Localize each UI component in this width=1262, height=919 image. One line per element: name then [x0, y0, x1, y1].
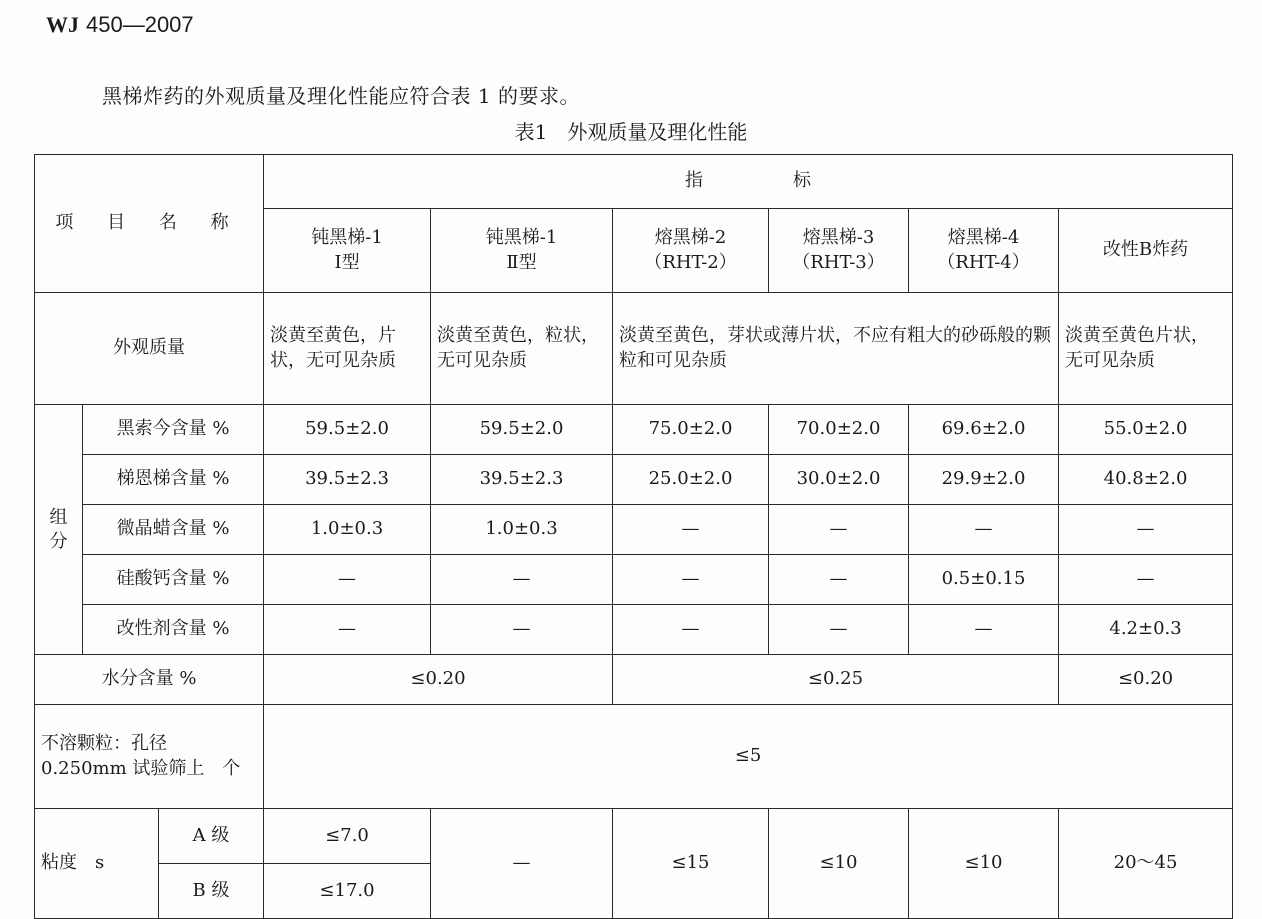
- table-cell: 70.0±2.0: [769, 405, 909, 455]
- component-name: 黑索今含量 %: [83, 405, 264, 455]
- viscosity-label: 粘度 s: [35, 809, 159, 919]
- component-name: 梯恩梯含量 %: [83, 455, 264, 505]
- appearance-label: 外观质量: [35, 293, 264, 405]
- grade-b-value: ≤17.0: [264, 864, 431, 919]
- table-row: [35, 455, 1233, 505]
- moisture-row: [35, 655, 1233, 705]
- viscosity-col3: ≤15: [613, 809, 769, 919]
- component-group-label: 组分: [35, 405, 83, 655]
- table-cell: —: [1059, 505, 1233, 555]
- column-header-4: 熔黑梯-3 （RHT-3）: [769, 209, 909, 293]
- intro-paragraph: 黑梯炸药的外观质量及理化性能应符合表 1 的要求。: [102, 84, 580, 108]
- table-cell: —: [613, 505, 769, 555]
- index-header: 指 标: [264, 155, 1233, 209]
- table-cell: 69.6±2.0: [909, 405, 1059, 455]
- table-cell: —: [769, 605, 909, 655]
- table-caption: 表1 外观质量及理化性能: [514, 120, 748, 144]
- viscosity-col6: 20～45: [1059, 809, 1233, 919]
- table-cell: 59.5±2.0: [264, 405, 431, 455]
- grade-a-value: ≤7.0: [264, 809, 431, 864]
- table-cell: —: [769, 505, 909, 555]
- appearance-col1: 淡黄至黄色，片状，无可见杂质: [264, 293, 431, 405]
- table-cell: 39.5±2.3: [264, 455, 431, 505]
- moisture-col345: ≤0.25: [613, 655, 1059, 705]
- column-header-6: 改性B炸药: [1059, 209, 1233, 293]
- table-cell: —: [909, 505, 1059, 555]
- grade-a-label: A 级: [159, 809, 264, 864]
- table-cell: 25.0±2.0: [613, 455, 769, 505]
- table-cell: 39.5±2.3: [431, 455, 613, 505]
- appearance-col345: 淡黄至黄色，芽状或薄片状，不应有粗大的砂砾般的颗粒和可见杂质: [613, 293, 1059, 405]
- moisture-col6: ≤0.20: [1059, 655, 1233, 705]
- appearance-col2: 淡黄至黄色，粒状，无可见杂质: [431, 293, 613, 405]
- grade-b-label: B 级: [159, 864, 264, 919]
- column-header-2: 钝黑梯-1 Ⅱ型: [431, 209, 613, 293]
- item-name-header: 项 目 名 称: [35, 155, 264, 293]
- table-cell: 59.5±2.0: [431, 405, 613, 455]
- table-cell: —: [1059, 555, 1233, 605]
- table-row: [35, 605, 1233, 655]
- viscosity-col4: ≤10: [769, 809, 909, 919]
- table-cell: —: [613, 605, 769, 655]
- component-name: 改性剂含量 %: [83, 605, 264, 655]
- table-cell: —: [613, 555, 769, 605]
- table-row: [35, 555, 1233, 605]
- table-cell: 30.0±2.0: [769, 455, 909, 505]
- insoluble-row: [35, 705, 1233, 809]
- table-cell: 55.0±2.0: [1059, 405, 1233, 455]
- table-cell: 29.9±2.0: [909, 455, 1059, 505]
- table-cell: —: [909, 605, 1059, 655]
- table-cell: —: [264, 555, 431, 605]
- viscosity-col5: ≤10: [909, 809, 1059, 919]
- column-header-1: 钝黑梯-1 Ⅰ型: [264, 209, 431, 293]
- spec-table: [34, 154, 1233, 919]
- table-cell: 1.0±0.3: [431, 505, 613, 555]
- table-cell: —: [431, 605, 613, 655]
- table-cell: —: [431, 555, 613, 605]
- appearance-col6: 淡黄至黄色片状，无可见杂质: [1059, 293, 1233, 405]
- table-cell: —: [769, 555, 909, 605]
- table-cell: —: [264, 605, 431, 655]
- column-header-3: 熔黑梯-2 （RHT-2）: [613, 209, 769, 293]
- table-cell: 4.2±0.3: [1059, 605, 1233, 655]
- moisture-label: 水分含量 %: [35, 655, 264, 705]
- viscosity-row: [35, 809, 1233, 864]
- standard-code: [46, 12, 194, 38]
- moisture-col12: ≤0.20: [264, 655, 613, 705]
- table-cell: 75.0±2.0: [613, 405, 769, 455]
- column-header-5: 熔黑梯-4 （RHT-4）: [909, 209, 1059, 293]
- table-cell: 1.0±0.3: [264, 505, 431, 555]
- table-row: [35, 505, 1233, 555]
- table-row: [35, 405, 1233, 455]
- table-cell: 40.8±2.0: [1059, 455, 1233, 505]
- standard-number: 450—2007: [86, 12, 194, 37]
- insoluble-value: ≤5: [264, 705, 1233, 809]
- component-name: 微晶蜡含量 %: [83, 505, 264, 555]
- insoluble-label: 不溶颗粒：孔径 0.250mm 试验筛上 个: [35, 705, 264, 809]
- standard-prefix: WJ: [46, 12, 79, 37]
- table-cell: 0.5±0.15: [909, 555, 1059, 605]
- component-name: 硅酸钙含量 %: [83, 555, 264, 605]
- viscosity-col2: —: [431, 809, 613, 919]
